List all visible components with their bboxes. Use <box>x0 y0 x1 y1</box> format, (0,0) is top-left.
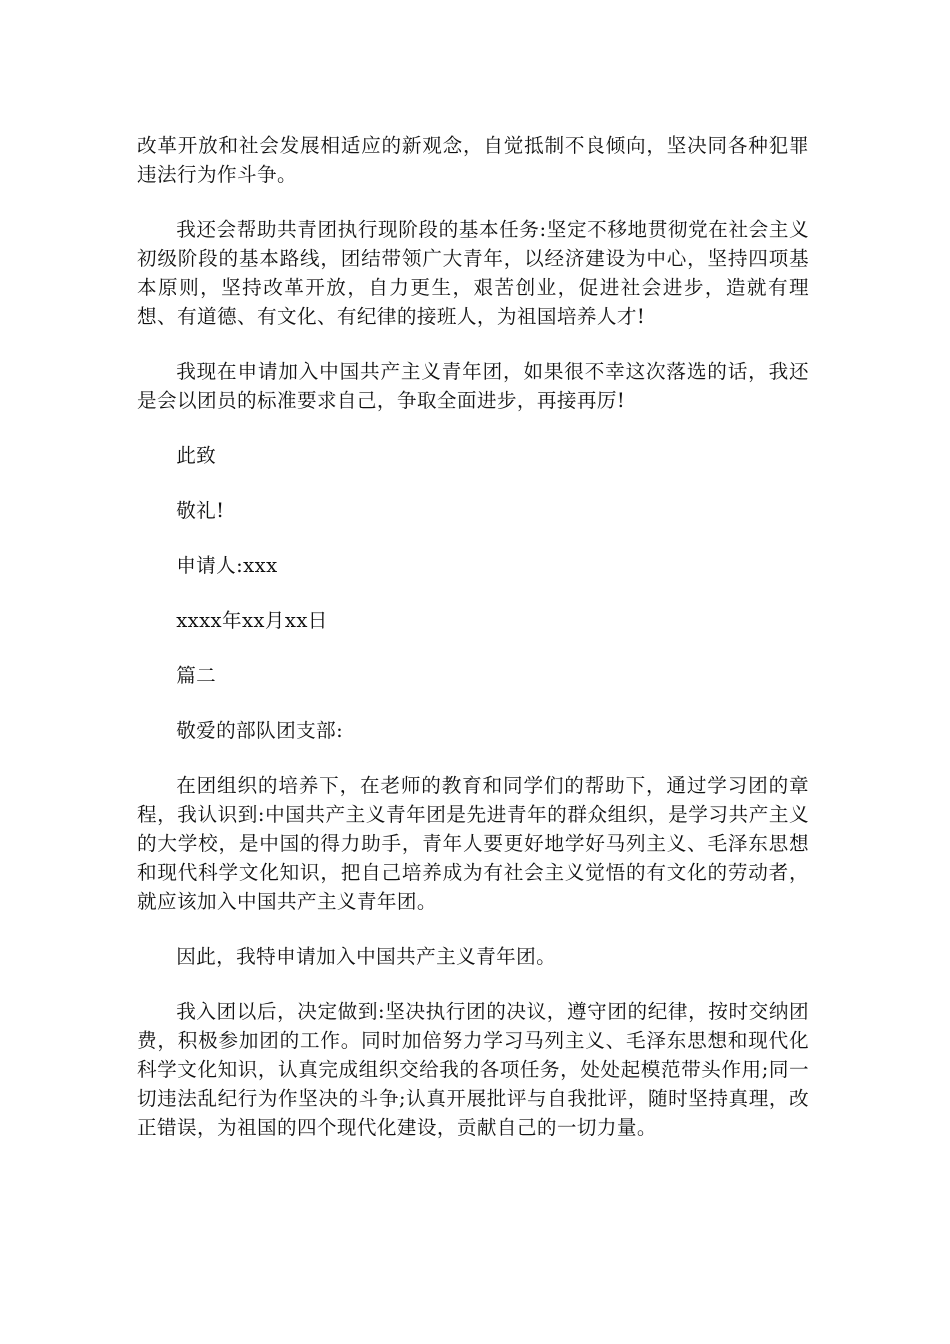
section-heading: 篇二 <box>176 664 217 687</box>
closing-salutation: 此致 <box>176 444 217 467</box>
letter-greeting: 敬爱的部队团支部: <box>176 719 344 742</box>
paragraph-commitments: 我入团以后，决定做到:坚决执行团的决议，遵守团的纪律，按时交纳团费，积极参加团的工作。同时加倍努力学习马列主义、毛泽东思想和现代化科学文化知识，认真完成组织交给我的各项任务，处处起模范带头作用;同一切违法乱纪行为作坚决的斗争;认真开展批评与自我批评，随时坚持真理，改正错误，为祖国的四个现代化建设，贡献自己的一切力量。 <box>137 1000 809 1139</box>
date-line: xxxx年xx月xx日 <box>176 609 328 632</box>
paragraph-continuation: 改革开放和社会发展相适应的新观念，自觉抵制不良倾向，坚决同各种犯罪违法行为作斗争。 <box>137 134 809 186</box>
applicant-signature: 申请人:xxx <box>176 554 278 577</box>
document-page <box>137 131 809 1142</box>
paragraph-basic-tasks: 我还会帮助共青团执行现阶段的基本任务:坚定不移地贯彻党在社会主义初级阶段的基本路线，团结带领广大青年，以经济建设为中心，坚持四项基本原则，坚持改革开放，自力更生，艰苦创业，促进社会进步，造就有理想、有道德、有文化、有纪律的接班人，为祖国培养人才! <box>137 218 809 328</box>
paragraph-understanding: 在团组织的培养下，在老师的教育和同学们的帮助下，通过学习团的章程，我认识到:中国共产主义青年团是先进青年的群众组织，是学习共产主义的大学校，是中国的得力助手，青年人要更好地学好马列主义、毛泽东思想和现代科学文化知识，把自己培养成为有社会主义觉悟的有文化的劳动者，就应该加入中国共产主义青年团。 <box>137 774 809 913</box>
closing-regards: 敬礼! <box>176 499 225 522</box>
paragraph-application-statement: 我现在申请加入中国共产主义青年团，如果很不幸这次落选的话，我还是会以团员的标准要求自己，争取全面进步，再接再厉! <box>137 360 809 412</box>
paragraph-request: 因此，我特申请加入中国共产主义青年团。 <box>176 945 557 968</box>
